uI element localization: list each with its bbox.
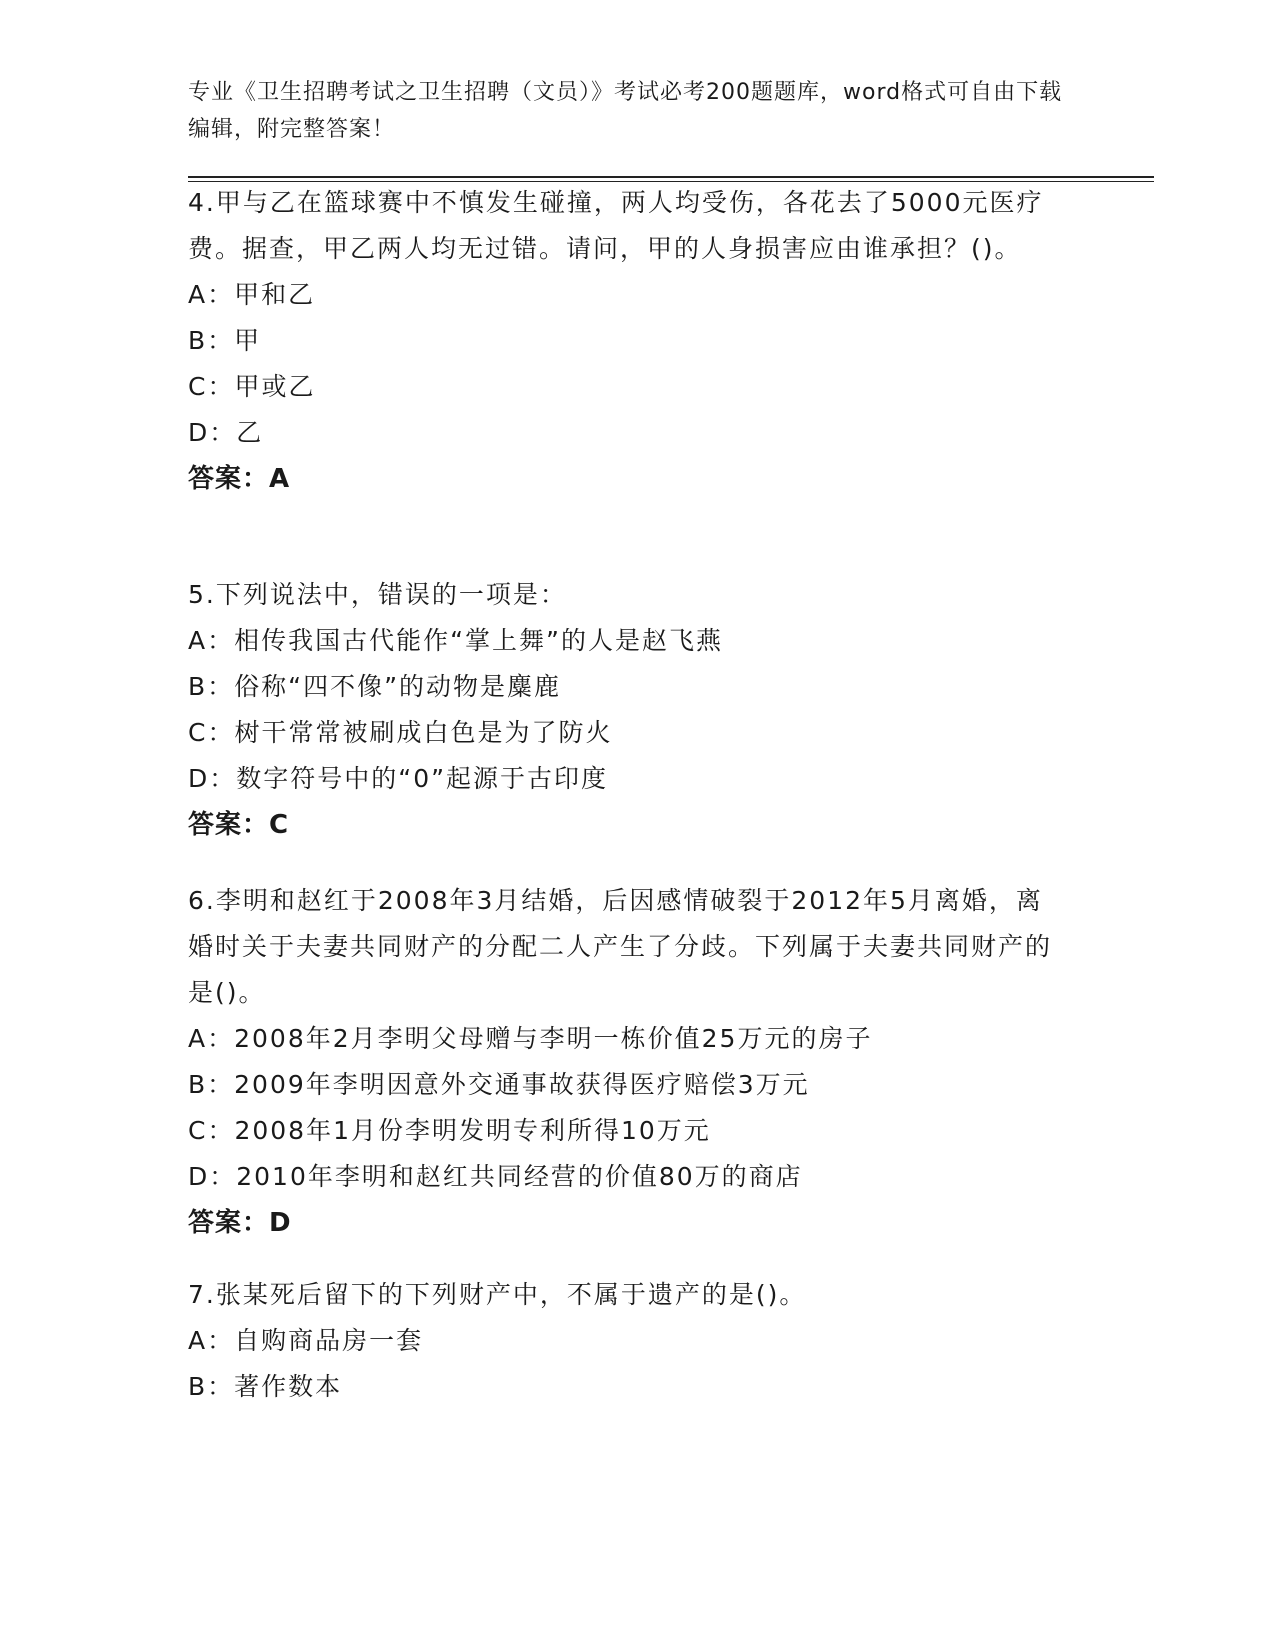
option-c: C：2008年1月份李明发明专利所得10万元 <box>188 1116 711 1145</box>
document-header: 专业《卫生招聘考试之卫生招聘（文员）》考试必考200题题库，word格式可自由下载编辑，附完整答案！ <box>188 80 1063 142</box>
option-c: C：甲或乙 <box>188 372 316 401</box>
option-c: C：树干常常被刷成白色是为了防火 <box>188 718 613 747</box>
question-text: 4.甲与乙在篮球赛中不慎发生碰撞，两人均受伤，各花去了5000元医疗费。据查，甲乙两人均无过错。请问，甲的人身损害应由谁承担？()。 <box>188 188 1044 263</box>
option-a: A：自购商品房一套 <box>188 1326 424 1355</box>
question-7 <box>188 1272 1068 1410</box>
answer-label: 答案：A <box>188 464 291 494</box>
option-a: A：2008年2月李明父母赠与李明一栋价值25万元的房子 <box>188 1024 873 1053</box>
question-text: 6.李明和赵红于2008年3月结婚，后因感情破裂于2012年5月离婚，离婚时关于夫妻共同财产的分配二人产生了分歧。下列属于夫妻共同财产的是()。 <box>188 886 1053 1007</box>
option-b: B：著作数本 <box>188 1372 343 1401</box>
question-text: 7.张某死后留下的下列财产中，不属于遗产的是()。 <box>188 1280 807 1309</box>
option-b: B：2009年李明因意外交通事故获得医疗赔偿3万元 <box>188 1070 810 1099</box>
answer-label: 答案：D <box>188 1208 292 1238</box>
option-d: D：数字符号中的“0”起源于古印度 <box>188 764 609 793</box>
option-d: D：乙 <box>188 418 264 447</box>
answer-label: 答案：C <box>188 810 290 840</box>
question-6 <box>188 878 1068 1246</box>
option-b: B：甲 <box>188 326 262 355</box>
option-a: A：甲和乙 <box>188 280 316 309</box>
option-d: D：2010年李明和赵红共同经营的价值80万的商店 <box>188 1162 803 1191</box>
question-4 <box>188 180 1068 502</box>
question-text: 5.下列说法中，错误的一项是： <box>188 580 567 609</box>
question-5 <box>188 572 1068 848</box>
option-a: A：相传我国古代能作“掌上舞”的人是赵飞燕 <box>188 626 724 655</box>
option-b: B：俗称“四不像”的动物是麋鹿 <box>188 672 562 701</box>
